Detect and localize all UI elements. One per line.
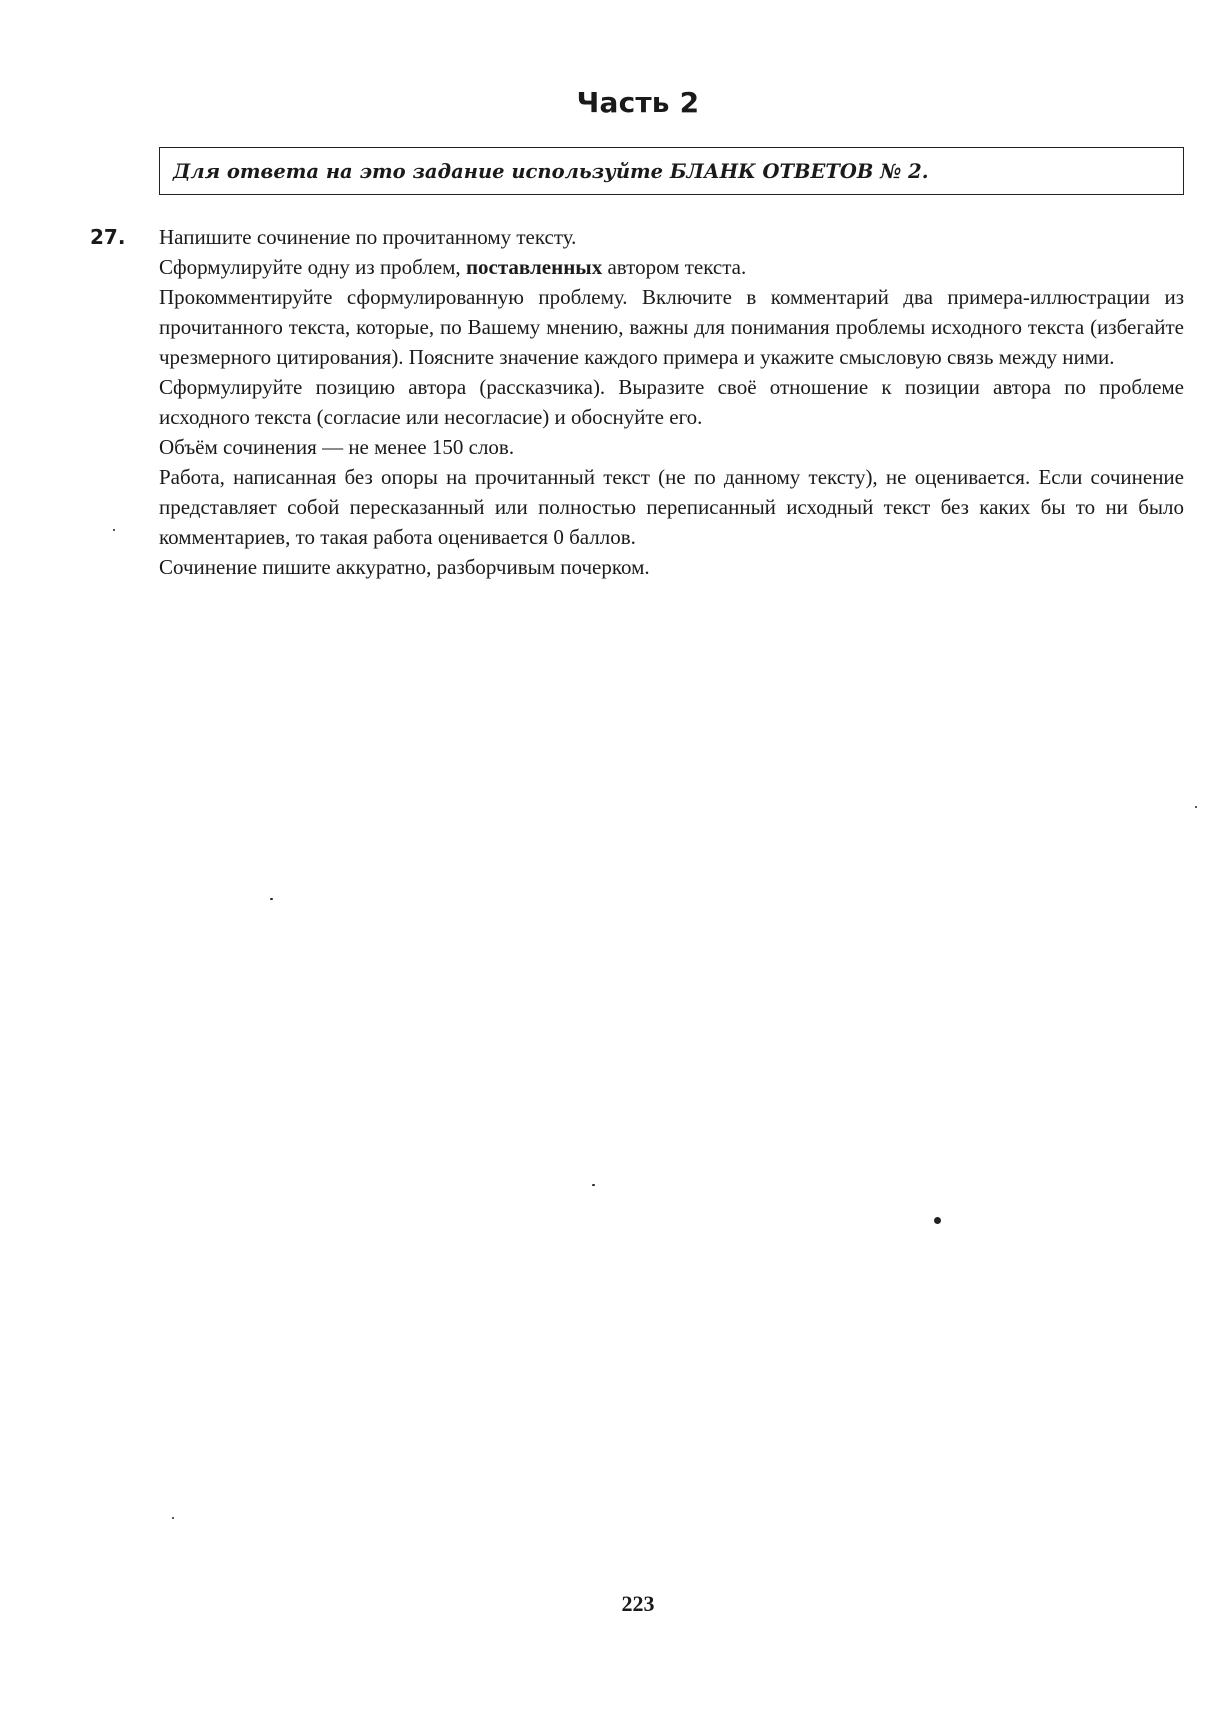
- scan-speck: [592, 1184, 595, 1186]
- task-paragraph: Сочинение пишите аккуратно, разборчивым почерком.: [159, 555, 650, 579]
- task-paragraph: Объём сочинения — не менее 150 слов.: [159, 435, 515, 459]
- task-paragraph: [159, 252, 1184, 282]
- task-number: 27.: [90, 225, 126, 249]
- scan-speck: [934, 1217, 941, 1224]
- scan-speck: [172, 1517, 174, 1519]
- scan-speck: [1195, 806, 1197, 808]
- task-paragraph-start: Сформулируйте одну из проблем,: [159, 255, 466, 279]
- instruction-text: Для ответа на это задание используйте БЛАНК ОТВЕТОВ № 2.: [173, 159, 929, 183]
- task-paragraph: Работа, написанная без опоры на прочитанный текст (не по данному тексту), не оценивается. Если сочинение представляет собой пересказанный или полностью переписанный исходный текст без каких бы то ни было комментариев, то такая работа оценивается 0 баллов.: [159, 465, 1184, 549]
- page-number: 223: [621, 1591, 655, 1616]
- task-paragraph: Сформулируйте позицию автора (рассказчика). Выразите своё отношение к позиции автора по проблеме исходного текста (согласие или несогласие) и обоснуйте его.: [159, 375, 1184, 429]
- instruction-box: [159, 147, 1184, 195]
- bold-word: поставленных: [465, 255, 603, 279]
- task-paragraph: Прокомментируйте сформулированную проблему. Включите в комментарий два примера-иллюстрации из прочитанного текста, которые, по Вашему мнению, важны для понимания проблемы исходного текста (избегайте чрезмерного цитирования). Поясните значение каждого примера и укажите смысловую связь между ними.: [159, 285, 1184, 369]
- scan-speck: [113, 529, 115, 531]
- task-body: [159, 222, 1184, 582]
- page-title: Часть 2: [576, 86, 700, 119]
- task-paragraph: Напишите сочинение по прочитанному тексту.: [159, 225, 577, 249]
- scan-speck: [270, 898, 273, 900]
- task-paragraph-end: автором текста.: [602, 255, 747, 279]
